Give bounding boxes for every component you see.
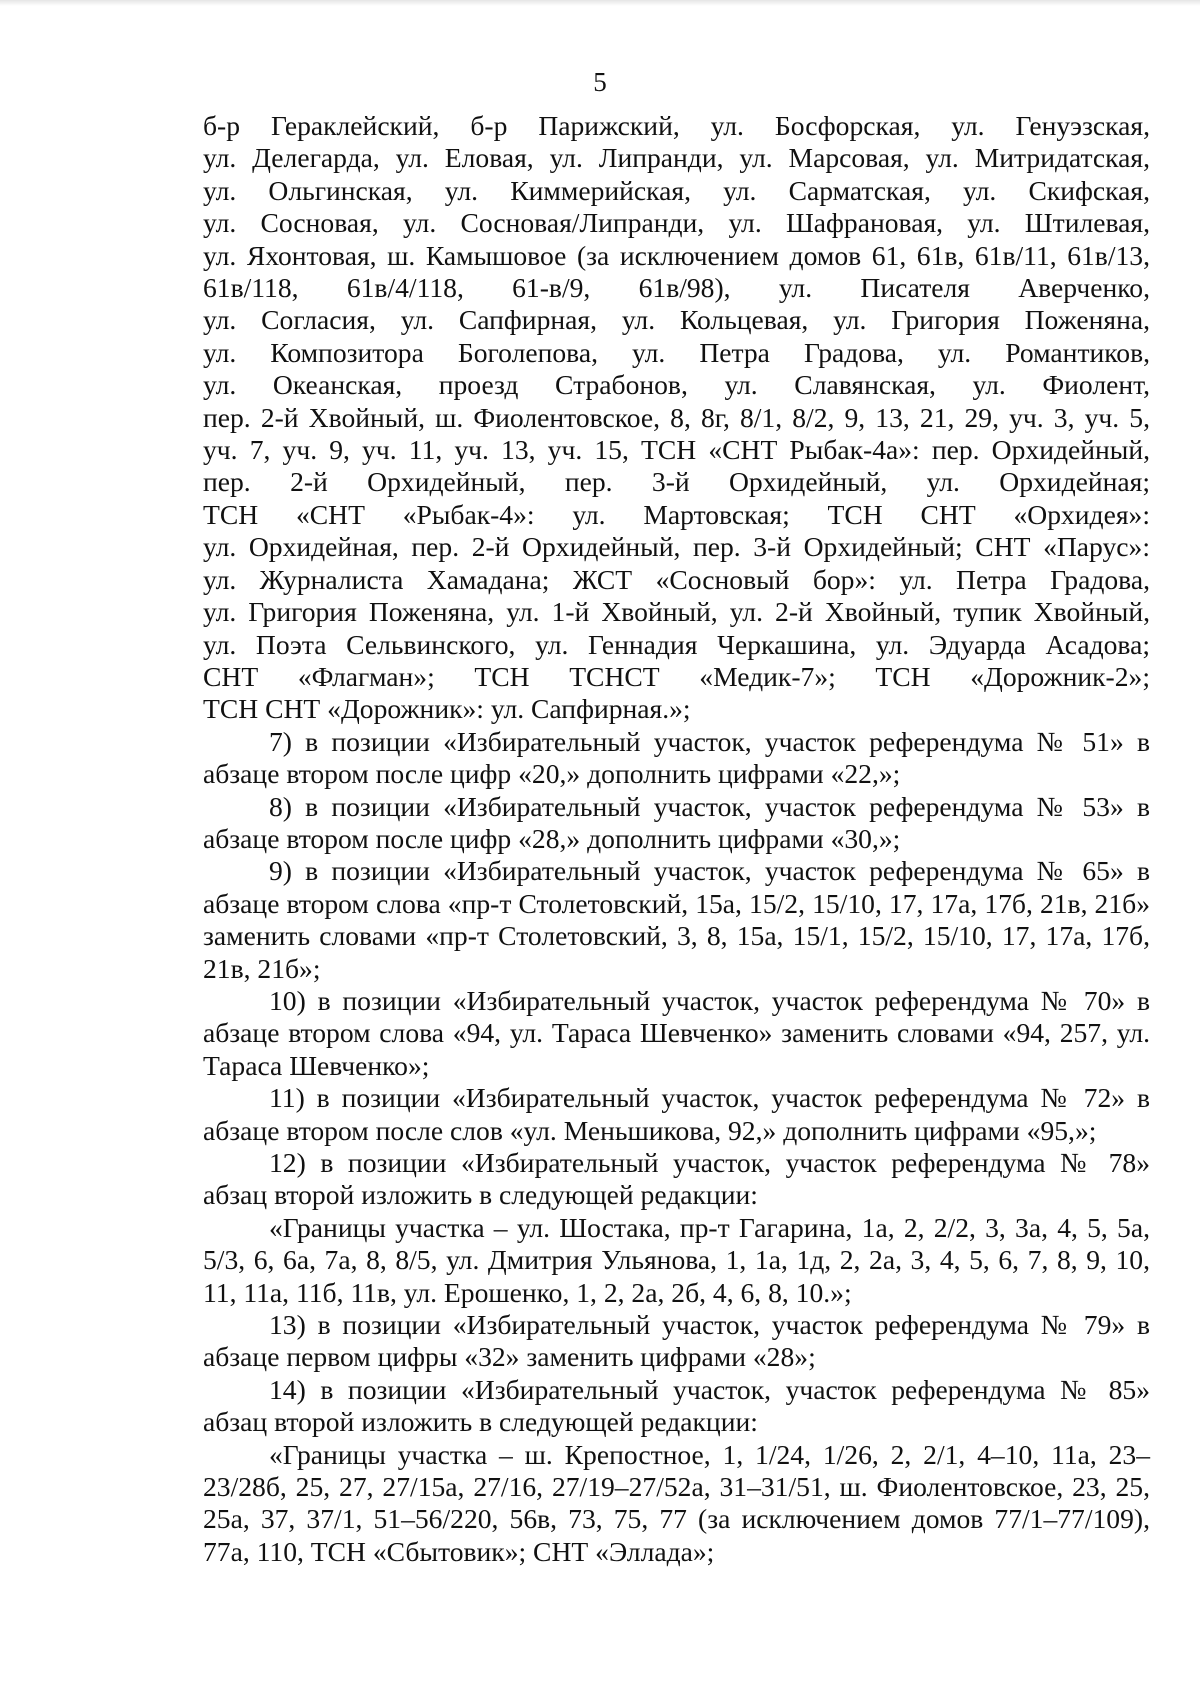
item-14-quote: «Границы участка – ш. Крепостное, 1, 1/24, 1/26, 2, 2/1, 4–10, 11а, 23–23/28б, 25, 27, 27/15а, 27/16, 27/19–27/52а, 31–31/51, ш. Фиолентовское, 23, 25, 25а, 37, 37/1, 51–56/220, 56в, 73, 75, 77 (за исключением домов 77/1–77/109), 77а, 110, ТСН «Сбытовик»; СНТ «Эллада»; xyxy=(203,1438,1150,1567)
text-line: ул. Согласия, ул. Сапфирная, ул. Кольцевая, ул. Григория Поженяна, xyxy=(203,304,1150,336)
item-12: 12) в позиции «Избирательный участок, участок референдума № 78» абзац второй изложить в следующей редакции: xyxy=(203,1147,1150,1211)
item-11: 11) в позиции «Избирательный участок, участок референдума № 72» в абзаце втором после слов «ул. Меньшикова, 92,» дополнить цифрами «95,»; xyxy=(203,1082,1150,1146)
text-line: ул. Орхидейная, пер. 2-й Орхидейный, пер. 3-й Орхидейный; СНТ «Парус»: xyxy=(203,531,1150,563)
continuation-paragraph xyxy=(203,110,1150,726)
item-7: 7) в позиции «Избирательный участок, участок референдума № 51» в абзаце втором после цифр «20,» дополнить цифрами «22,»; xyxy=(203,725,1150,790)
text-line: ул. Яхонтовая, ш. Камышовое (за исключением домов 61, 61в, 61в/11, 61в/13, xyxy=(203,239,1150,271)
document-body xyxy=(203,110,1150,1568)
item-10: 10) в позиции «Избирательный участок, участок референдума № 70» в абзаце втором слова «94, ул. Тараса Шевченко» заменить словами «94, 257, ул. Тараса Шевченко»; xyxy=(203,984,1150,1081)
text-line: ул. Океанская, проезд Страбонов, ул. Славянская, ул. Фиолент, xyxy=(203,369,1150,401)
text-line: ул. Григория Поженяна, ул. 1-й Хвойный, ул. 2-й Хвойный, тупик Хвойный, xyxy=(203,596,1150,628)
text-line: ул. Поэта Сельвинского, ул. Геннадия Черкашина, ул. Эдуарда Асадова; xyxy=(203,628,1150,660)
text-line: ТСН «СНТ «Рыбак-4»: ул. Мартовская; ТСН СНТ «Орхидея»: xyxy=(203,498,1150,530)
text-line-last: ТСН СНТ «Дорожник»: ул. Сапфирная.»; xyxy=(203,693,691,725)
text-line: ул. Делегарда, ул. Еловая, ул. Липранди, ул. Марсовая, ул. Митридатская, xyxy=(203,142,1150,174)
scan-edge-shadow xyxy=(0,0,1200,6)
text-line: пер. 2-й Орхидейный, пер. 3-й Орхидейный, ул. Орхидейная; xyxy=(203,466,1150,498)
text-line: 61в/118, 61в/4/118, 61-в/9, 61в/98), ул. Писателя Аверченко, xyxy=(203,272,1150,304)
text-line: ул. Журналиста Хамадана; ЖСТ «Сосновый бор»: ул. Петра Градова, xyxy=(203,563,1150,595)
text-line: ул. Композитора Боголепова, ул. Петра Градова, ул. Романтиков, xyxy=(203,336,1150,368)
item-13: 13) в позиции «Избирательный участок, участок референдума № 79» в абзаце первом цифры «32» заменить цифрами «28»; xyxy=(203,1309,1150,1373)
text-line: ул. Ольгинская, ул. Киммерийская, ул. Сарматская, ул. Скифская, xyxy=(203,174,1150,206)
text-line: СНТ «Флагман»; ТСН ТСНСТ «Медик-7»; ТСН «Дорожник-2»; xyxy=(203,660,1150,692)
page-number: 5 xyxy=(593,67,607,97)
text-line: пер. 2-й Хвойный, ш. Фиолентовское, 8, 8г, 8/1, 8/2, 9, 13, 21, 29, уч. 3, уч. 5, xyxy=(203,401,1150,433)
item-12-quote: «Границы участка – ул. Шостака, пр-т Гагарина, 1а, 2, 2/2, 3, 3а, 4, 5, 5а, 5/3, 6, 6а, 7а, 8, 8/5, ул. Дмитрия Ульянова, 1, 1а, 1д, 2, 2а, 3, 4, 5, 6, 7, 8, 9, 10, 11, 11а, 11б, 11в, ул. Ерошенко, 1, 2, 2а, 2б, 4, 6, 8, 10.»; xyxy=(203,1211,1150,1308)
text-line: ул. Сосновая, ул. Сосновая/Липранди, ул. Шафрановая, ул. Штилевая, xyxy=(203,207,1150,239)
item-8: 8) в позиции «Избирательный участок, участок референдума № 53» в абзаце втором после цифр «28,» дополнить цифрами «30,»; xyxy=(203,790,1150,854)
item-9: 9) в позиции «Избирательный участок, участок референдума № 65» в абзаце втором слова «пр-т Столетовский, 15а, 15/2, 15/10, 17, 17а, 17б, 21в, 21б» заменить словами «пр-т Столетовский, 3, 8, 15а, 15/1, 15/2, 15/10, 17, 17а, 17б, 21в, 21б»; xyxy=(203,855,1150,984)
text-line: б-р Гераклейский, б-р Парижский, ул. Босфорская, ул. Генуэзская, xyxy=(203,110,1150,141)
text-line: уч. 7, уч. 9, уч. 11, уч. 13, уч. 15, ТСН «СНТ Рыбак-4а»: пер. Орхидейный, xyxy=(203,434,1150,466)
item-14: 14) в позиции «Избирательный участок, участок референдума № 85» абзац второй изложить в следующей редакции: xyxy=(203,1373,1150,1438)
